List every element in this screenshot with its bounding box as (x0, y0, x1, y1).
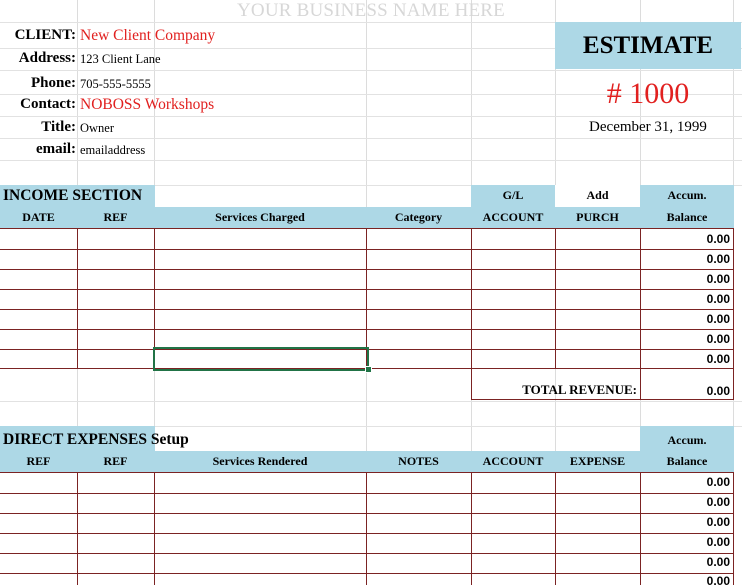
col-add-top: Add (555, 185, 640, 207)
balance-value: 0.00 (706, 574, 730, 588)
column-border (640, 228, 641, 400)
col-notes: NOTES (398, 454, 439, 468)
title-value[interactable]: Owner (80, 121, 115, 135)
selected-cell[interactable] (153, 347, 369, 371)
balance-value: 0.00 (706, 332, 730, 346)
address-label: Address: (18, 50, 76, 66)
estimate-date[interactable]: December 31, 1999 (589, 119, 707, 135)
address-value[interactable]: 123 Client Lane (80, 52, 161, 66)
estimate-number[interactable]: # 1000 (606, 77, 690, 110)
phone-value[interactable]: 705-555-5555 (80, 77, 151, 91)
gridline (0, 401, 742, 402)
table-row[interactable] (0, 472, 734, 494)
column-border (733, 472, 734, 585)
balance-value: 0.00 (706, 495, 730, 509)
column-border (366, 472, 367, 585)
col-balance: Balance (666, 454, 708, 468)
phone-label: Phone: (31, 75, 76, 91)
column-border (471, 228, 472, 400)
email-value[interactable]: emailaddress (80, 143, 146, 157)
col-services-charged: Services Charged (215, 210, 305, 224)
column-border (77, 228, 78, 369)
column-border (555, 228, 556, 369)
col-accum-top: Accum. (640, 185, 734, 207)
total-revenue-label: TOTAL REVENUE: (522, 382, 637, 397)
balance-value: 0.00 (706, 475, 730, 489)
column-border (154, 472, 155, 585)
column-border (77, 472, 78, 585)
col-ref: REF (103, 210, 128, 224)
column-border (555, 472, 556, 585)
client-label: CLIENT: (14, 27, 76, 43)
col-balance: Balance (666, 210, 708, 224)
col-gl-top: G/L (471, 185, 555, 207)
table-row[interactable] (0, 289, 734, 310)
table-row[interactable] (0, 553, 734, 574)
column-border (471, 472, 472, 585)
balance-value: 0.00 (706, 312, 730, 326)
total-border (471, 399, 734, 400)
col-date: DATE (22, 210, 55, 224)
table-row[interactable] (0, 228, 734, 250)
balance-value: 0.00 (706, 535, 730, 549)
table-row[interactable] (0, 249, 734, 270)
balance-value: 0.00 (706, 232, 730, 246)
col-category: Category (394, 210, 443, 224)
fill-handle[interactable] (365, 366, 372, 373)
email-label: email: (36, 141, 76, 157)
col-account: ACCOUNT (482, 454, 544, 468)
col-ref-2: REF (103, 454, 128, 468)
col-accum-top: Accum. (640, 426, 734, 451)
column-border (733, 228, 734, 400)
table-row[interactable] (0, 309, 734, 330)
balance-value: 0.00 (706, 352, 730, 366)
col-purch: PURCH (576, 210, 619, 224)
contact-value[interactable]: NOBOSS Workshops (80, 96, 215, 113)
contact-label: Contact: (20, 96, 76, 112)
col-ref: REF (26, 454, 51, 468)
balance-value: 0.00 (706, 252, 730, 266)
table-row[interactable] (0, 533, 734, 554)
estimate-title: ESTIMATE (555, 22, 741, 69)
column-border (640, 472, 641, 585)
table-row[interactable] (0, 513, 734, 534)
expenses-section-title: DIRECT EXPENSES Setup (3, 431, 189, 448)
title-label: Title: (41, 119, 76, 135)
gridline (0, 70, 742, 71)
business-name[interactable]: YOUR BUSINESS NAME HERE (237, 0, 505, 21)
balance-value: 0.00 (706, 272, 730, 286)
balance-value: 0.00 (706, 515, 730, 529)
col-expense: EXPENSE (569, 454, 626, 468)
col-account: ACCOUNT (482, 210, 544, 224)
col-services-rendered: Services Rendered (212, 454, 308, 468)
gridline (0, 160, 742, 161)
balance-value: 0.00 (706, 292, 730, 306)
gridline (0, 138, 742, 139)
income-section-title: INCOME SECTION (3, 187, 143, 204)
client-value[interactable]: New Client Company (80, 27, 216, 44)
total-revenue-value: 0.00 (706, 384, 730, 398)
table-row[interactable] (0, 493, 734, 514)
table-row[interactable] (0, 269, 734, 290)
balance-value: 0.00 (706, 555, 730, 569)
